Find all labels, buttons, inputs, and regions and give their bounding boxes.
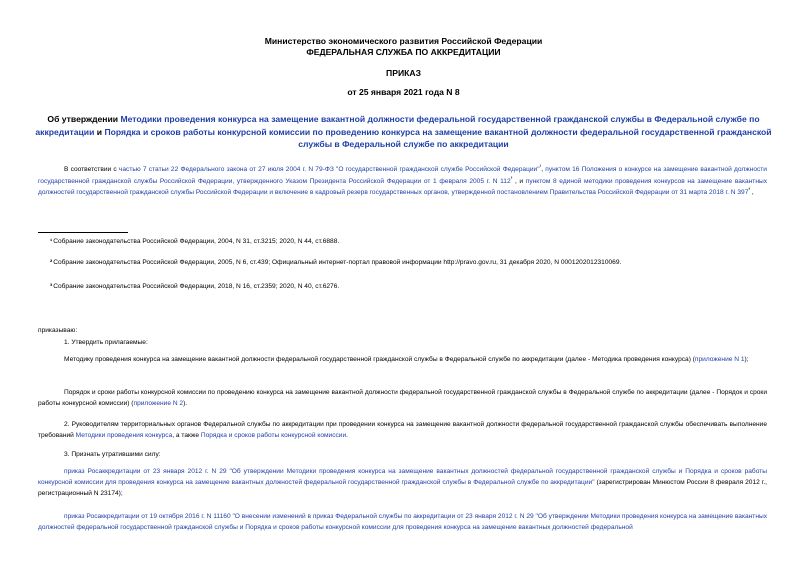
title-link-methodology[interactable]: Методики проведения конкурса на замещение вакантной должности федеральной государственной гражданской службы в Федеральной службе по аккредитации [35, 114, 760, 137]
preamble-link-decree[interactable]: пунктом 16 Положения о конкурсе на замещение вакантной должности государственной гражданской службы Российской Федерации, утвержденного Указом Президента Российской Федерации от 1 февраля 2005 г. N 112 [38, 166, 767, 185]
title-link-procedure[interactable]: Порядка и сроков работы конкурсной комиссии по проведению конкурса на замещение вакантной должности федеральной государственной гражданской службы в Федеральной службе по аккредитации [104, 126, 772, 149]
footnote-ref-3[interactable]: ³ [748, 186, 751, 193]
document-title [28, 113, 779, 151]
appendix-2-link[interactable]: приложение N 2 [133, 400, 184, 407]
procedure-link[interactable]: Порядка и сроков работы конкурсной комиссии [200, 432, 347, 439]
procedure-end: ). [183, 400, 188, 407]
service-name: ФЕДЕРАЛЬНАЯ СЛУЖБА ПО АККРЕДИТАЦИИ [306, 47, 501, 57]
footnote-ref-1[interactable]: ¹ [539, 163, 542, 170]
methodology-link[interactable]: Методики проведения конкурса [75, 432, 173, 439]
footnote-marker: ² [50, 259, 53, 266]
footnote-text: Собрание законодательства Российской Федерации, 2004, N 31, ст.3215; 2020, N 44, ст.6888. [53, 238, 340, 245]
footnote-marker: ³ [50, 283, 53, 290]
orders-line: приказываю: [38, 327, 78, 334]
repealed-order-1-link[interactable]: приказ Росаккредитации от 23 января 2012 г. N 29 "Об утверждении Методики проведения конкурса на замещение вакантных должностей федеральной государственной гражданской службы и Порядка и сроков работы конкурсной комиссии для проведения конкурса на замещение вакантных должностей федеральной государственной гражданской службы в Федеральной службе по аккредитации" [38, 468, 767, 486]
footnote-ref-2[interactable]: ² [510, 175, 513, 182]
procedure-text: Порядок и сроки работы конкурсной комиссии по проведению конкурса на замещение вакантной должности федеральной государственной гражданской службы в Федеральной службе по аккредитации (далее - Порядок и сроки работы конкурсной комиссии) ( [38, 389, 767, 407]
repealed-order-1-end: (зарегистрирован Минюстом России 8 февраля 2012 г., регистрационный N 23174); [38, 479, 767, 497]
footnote-2 [50, 258, 621, 268]
document-date: от 25 января 2021 года N 8 [347, 87, 460, 97]
footnote-text: Собрание законодательства Российской Федерации, 2005, N 6, ст.439; Официальный интернет-портал правовой информации http://pravo.gov.ru, 31 декабря 2020, N 0001202012310069. [53, 259, 622, 266]
methodology-text: Методику проведения конкурса на замещение вакантной должности федеральной государственной гражданской службы в Федеральной службе по аккредитации (далее - Методика проведения конкурса) ( [64, 356, 695, 363]
repealed-order-1 [38, 466, 767, 499]
item-1: 1. Утвердить прилагаемые: [64, 339, 148, 346]
methodology-end: ); [744, 356, 749, 363]
item-2 [38, 419, 767, 441]
repealed-order-2-link[interactable]: приказ Росаккредитации от 19 октября 2016 г. N 11160 "О внесении изменений в приказ Федеральной службы по аккредитации от 23 января 2012 г. N 29 "Об утверждении Методики проведения конкурса на замещение вакантных должностей федеральной государственной гражданской службы и Порядка и сроков работы конкурсной комиссии для проведения конкурса на замещение вакантных должностей федеральной [38, 513, 767, 531]
title-conjunction: и [94, 126, 105, 137]
footnote-marker: ¹ [50, 238, 53, 245]
preamble-text-4: , [750, 189, 754, 196]
appendix-1-link[interactable]: приложение N 1 [694, 356, 745, 363]
repealed-order-2 [38, 511, 767, 533]
procedure-paragraph [38, 387, 767, 409]
preamble-link-law[interactable]: частью 7 статьи 22 Федерального закона от 27 июля 2004 г. N 79-ФЗ "О государственной гражданской службе Российской Федерации" [118, 166, 540, 173]
preamble-text-2: , [541, 166, 546, 173]
methodology-paragraph [38, 354, 767, 365]
preamble-text-3: , и [512, 177, 526, 185]
ministry-name: Министерство экономического развития Российской Федерации [264, 36, 543, 46]
footnote-1 [50, 237, 339, 247]
preamble-text-1: В соответствии с [64, 166, 119, 173]
item-2-mid: , а также [172, 432, 201, 439]
title-prefix: Об утверждении [47, 114, 121, 124]
footnote-text: Собрание законодательства Российской Федерации, 2018, N 16, ст.2359; 2020, N 40, ст.6276. [53, 283, 340, 290]
item-2-end: . [346, 432, 349, 439]
item-2-text: 2. Руководителям территориальных органов Федеральной службы по аккредитации при проведении конкурса на замещение вакантной должности федеральной государственной гражданской службы обеспечивать выполнение требований [38, 421, 767, 439]
footnote-divider [38, 232, 128, 233]
preamble-paragraph [38, 164, 767, 199]
preamble-link-resolution[interactable]: пунктом 8 единой методики проведения конкурсов на замещение вакантных должностей государственной гражданской службы Российской Федерации и включение в кадровый резерв государственных органов, утвержденной постановлением Правительства Российской Федерации от 31 марта 2018 г. N 397 [38, 177, 768, 196]
footnote-3 [50, 282, 339, 292]
document-type: ПРИКАЗ [386, 68, 421, 78]
item-3: 3. Признать утратившими силу: [64, 451, 161, 458]
